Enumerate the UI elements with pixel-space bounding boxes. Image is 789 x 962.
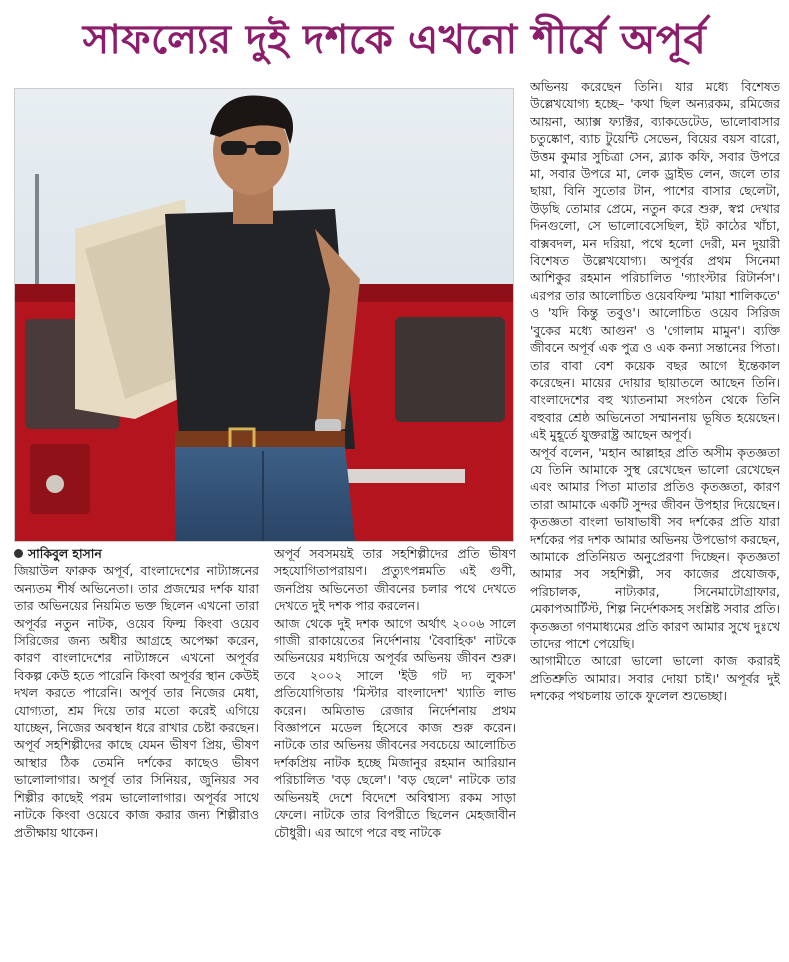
paragraph: অপূর্ব বলেন, 'মহান আল্লাহর প্রতি অসীম কৃতজ্ঞতা যে তিনি আমাকে সুস্থ রেখেছেন ভালো রেখেছেন এবং আমার পিতা মাতার প্রতিও কৃতজ্ঞতা, কারণ তারা আমাকে একটি সুন্দর জীবন উপহার দিয়েছেন। কৃতজ্ঞতা বাংলা ভাষাভাষী সব দর্শকের প্রতি যারা দর্শকের পর দশক আমার অভিনয় উপভোগ করছেন, আমাকে প্রতিনিয়ত অনুপ্রেরণা দিচ্ছেন। কৃতজ্ঞতা আমার সব সহশিল্পী, সব কাজের প্রযোজক, পরিচালক, নাট্যকার, সিনেমাটোগ্রাফার, মেকাপআর্টিস্ট, শিল্প নির্দেশকসহ সংশ্লিষ্ট সবার প্রতি। কৃতজ্ঞতা গণমাধ্যমের প্রতি কারণ আমার সুখে দুঃখে তাদের পাশে পেয়েছি। [530,444,780,651]
paragraph: আগামীতে আরো ভালো ভালো কাজ করারই প্রতিশ্রুতি আমার। সবার দোয়া চাই।' অপূর্বর দুই দশকের পথচলায় তাকে ফুলেল শুভেচ্ছা। [530,653,780,704]
paragraph: জিয়াউল ফারুক অপূর্ব, বাংলাদেশের নাট্যাঙ্গনের অন্যতম শীর্ষ অভিনেতা। তার প্রজন্মের দর্শক যারা তার অভিনয়ের নিয়মিত ভক্ত ছিলেন এখনো তারা অপূর্বর নতুন নাটক, ওয়েব ফিল্ম কিংবা ওয়েব সিরিজের জন্য অধীর আগ্রহে অপেক্ষা করেন, কারণ বাংলাদেশের নাট্যাঙ্গনে এখনো অপূর্বর বিকল্প কেউ হতে পারেনি কিংবা অপূর্বর স্থান কেউই দখল করতে পারেনি। অপূর্ব তার নিজের মেধা, যোগ্যতা, শ্রম দিয়ে তার মতো করেই এগিয়ে যাচ্ছেন, নিজের অবস্থান ধরে রাখার চেষ্টা করছেন। অপূর্ব সহশিল্পীদের কাছে যেমন ভীষণ প্রিয়, ভীষণ আস্থার ঠিক তেমনি দর্শকের কাছেও ভীষণ ভালোলাগার। অপূর্ব তার সিনিয়র, জুনিয়র সব শিল্পীর কাছেই পরম ভালোলাগার। অপূর্বর সাথে নাটকে কিংবা ওয়েবে কাজ করার জন্য শিল্পীরাও প্রতীক্ষায় থাকেন। [14,563,259,840]
byline [14,545,259,562]
bullet-icon [14,549,23,558]
article-column-3 [530,78,780,955]
paragraph: অপূর্ব সবসময়ই তার সহশিল্পীদের প্রতি ভীষণ সহযোগিতাপরায়ণ। প্রত্যুৎপন্নমতি এই গুণী, জনপ্রিয় অভিনেতা জীবনের চলার পথে দেখতে দেখতে দুই দশক পার করলেন। [274,546,516,614]
headline: সাফল্যের দুই দশকে এখনো শীর্ষে অপূর্ব [82,16,707,63]
article-column-2 [274,545,516,955]
article-column-1 [14,545,259,955]
paragraph: আজ থেকে দুই দশক আগে অর্থাৎ ২০০৬ সালে গাজী রাকায়েতের নির্দেশনায় 'বৈবাহিক' নাটকে অভিনয়ের মধ্যদিয়ে অপূর্বর অভিনয় জীবন শুরু। তবে ২০০২ সালে 'ইউ গট দ্য লুকস' প্রতিযোগিতায় 'মিস্টার বাংলাদেশ' খ্যাতি লাভ করেন। অমিতাভ রেজার নির্দেশনায় প্রথম বিজ্ঞাপনে মডেল হিসেবে কাজ শুরু করেন। নাটকে তার অভিনয় জীবনের সবচেয়ে আলোচিত দর্শকপ্রিয় নাটক হচ্ছে মিজানুর রহমান আরিয়ান পরিচালিত 'বড় ছেলে'। 'বড় ছেলে' নাটকে তার অভিনয়ই দেশে বিদেশে অবিশ্বাস্য রকম সাড়া ফেলে। নাটকে তার বিপরীতে ছিলেন মেহজাবীন চৌধুরী। এর আগে পরে বহু নাটকে [274,615,516,840]
paragraph: অভিনয় করেছেন তিনি। যার মধ্যে বিশেষত উল্লেখযোগ্য হচ্ছে– 'কথা ছিল অন্যরকম, রমিজের আয়না, অ্যাক্স ফ্যাক্টর, ব্যাকডেটেড, ভালোবাসার চতুষ্কোণ, ব্যাচ টুয়েন্টি সেভেন, বিয়ের বয়স বারো, উত্তম কুমার সুচিত্রা সেন, ব্ল্যাক কফি, সবার উপরে মা, সবার উপরে মা, লেক ড্রাইভ লেন, জলে তার ছায়া, বিনি সুতোর টান, পাশের বাসার ছেলেটা, উড়ছি তোমার প্রেমে, নতুন করে শুরু, স্বপ্ন দেখার দিনগুলো, সে ভালোবেসেছিল, ইট কাঠের খাঁচা, বাক্সবদল, মন দরিয়া, পথে হলো দেরী, মন দুয়ারী বিশেষত উল্লেখযোগ্য। অপূর্বর প্রথম সিনেমা আশিকুর রহমান পরিচালিত 'গ্যাংস্টার রিটার্নস'। এরপর তার আলোচিত ওয়েবফিল্ম 'মায়া শালিকতে' ও 'যদি কিন্তু তবুও'। আলোচিত ওয়েব সিরিজ 'বুকের মধ্যে আগুন' ও 'গোলাম মামুন'। ব্যক্তি জীবনে অপূর্ব এক পুত্র ও এক কন্যা সন্তানের পিতা। তার বাবা বেশ কয়েক বছর আগে ইন্তেকাল করেছেন। মায়ের দোয়ার ছায়াতলে আছেন তিনি। বাংলাদেশের বহু খ্যাতনামা সংগঠন থেকে তিনি বহুবার শ্রেষ্ঠ অভিনেতা সম্মাননায় ভূষিত হয়েছেন। এই মুহূর্তে যুক্তরাষ্ট্র আছেন অপূর্ব। [530,79,780,443]
byline-text: সাকিবুল হাসান [28,546,102,561]
feature-photo [14,88,514,542]
